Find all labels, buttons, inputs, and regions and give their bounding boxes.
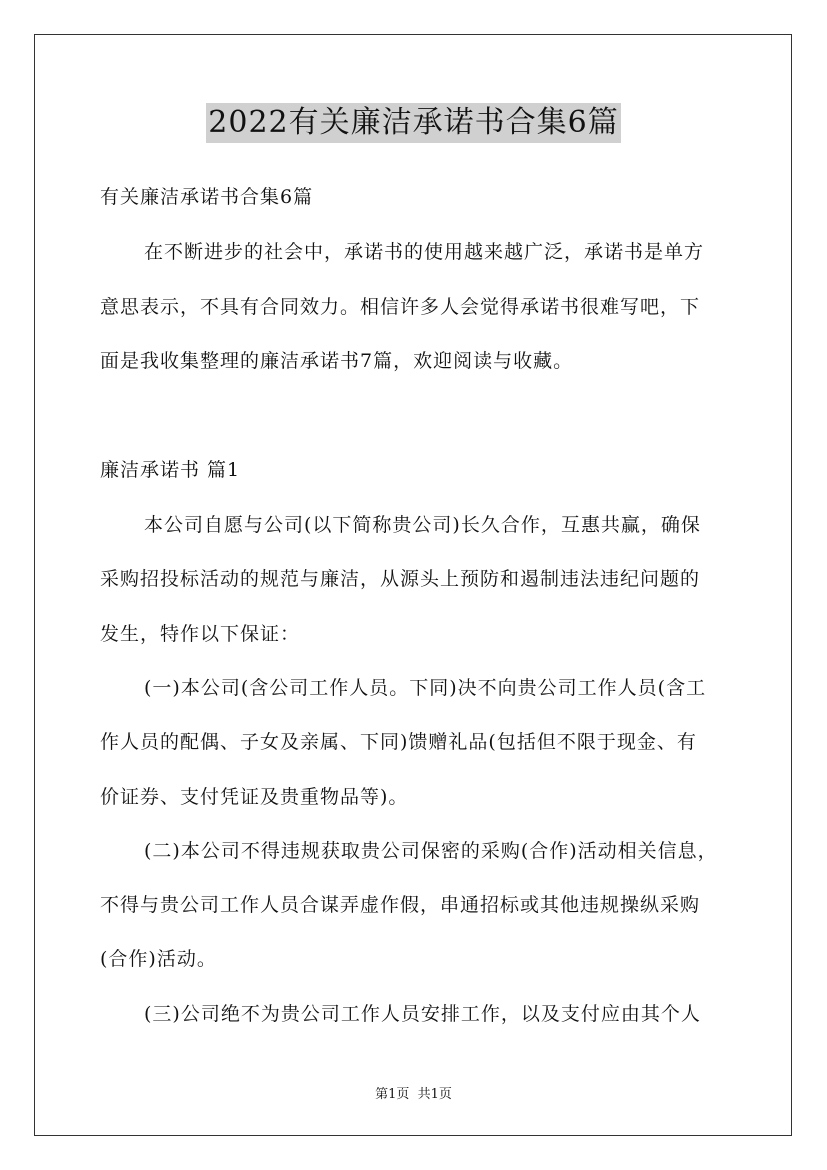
- paragraph-3-line-3: (合作)活动。: [100, 948, 217, 970]
- paragraph-1-line-2: 采购招投标活动的规范与廉洁，从源头上预防和遏制违法违纪问题的: [100, 568, 701, 590]
- document-title: 2022有关廉洁承诺书合集6篇: [206, 103, 620, 143]
- intro-line-1: 在不断进步的社会中，承诺书的使用越来越广泛，承诺书是单方: [144, 241, 705, 263]
- paragraph-1-line-1: 本公司自愿与公司(以下简称贵公司)长久合作，互惠共赢，确保: [144, 514, 701, 536]
- paragraph-1-line-3: 发生，特作以下保证：: [100, 623, 301, 645]
- document-subtitle: 有关廉洁承诺书合集6篇: [100, 186, 314, 208]
- paragraph-2-line-1: (一)本公司(含公司工作人员。下同)决不向贵公司工作人员(含工: [144, 677, 707, 699]
- paragraph-4-line-1: (三)公司绝不为贵公司工作人员安排工作，以及支付应由其个人: [144, 1003, 701, 1025]
- paragraph-2-line-3: 价证券、支付凭证及贵重物品等)。: [100, 786, 409, 808]
- page-footer: 第1页 共1页: [375, 1087, 452, 1102]
- paragraph-2-line-2: 作人员的配偶、子女及亲属、下同)馈赠礼品(包括但不限于现金、有: [100, 731, 697, 753]
- intro-line-3: 面是我收集整理的廉洁承诺书7篇，欢迎阅读与收藏。: [100, 350, 574, 372]
- intro-line-2: 意思表示，不具有合同效力。相信许多人会觉得承诺书很难写吧，下: [100, 296, 701, 318]
- paragraph-3-line-2: 不得与贵公司工作人员合谋弄虚作假，串通招标或其他违规操纵采购: [100, 894, 701, 916]
- title-container: [0, 103, 827, 143]
- paragraph-3-line-1: (二)本公司不得违规获取贵公司保密的采购(合作)活动相关信息，: [144, 840, 718, 862]
- section-heading: 廉洁承诺书 篇1: [100, 459, 241, 481]
